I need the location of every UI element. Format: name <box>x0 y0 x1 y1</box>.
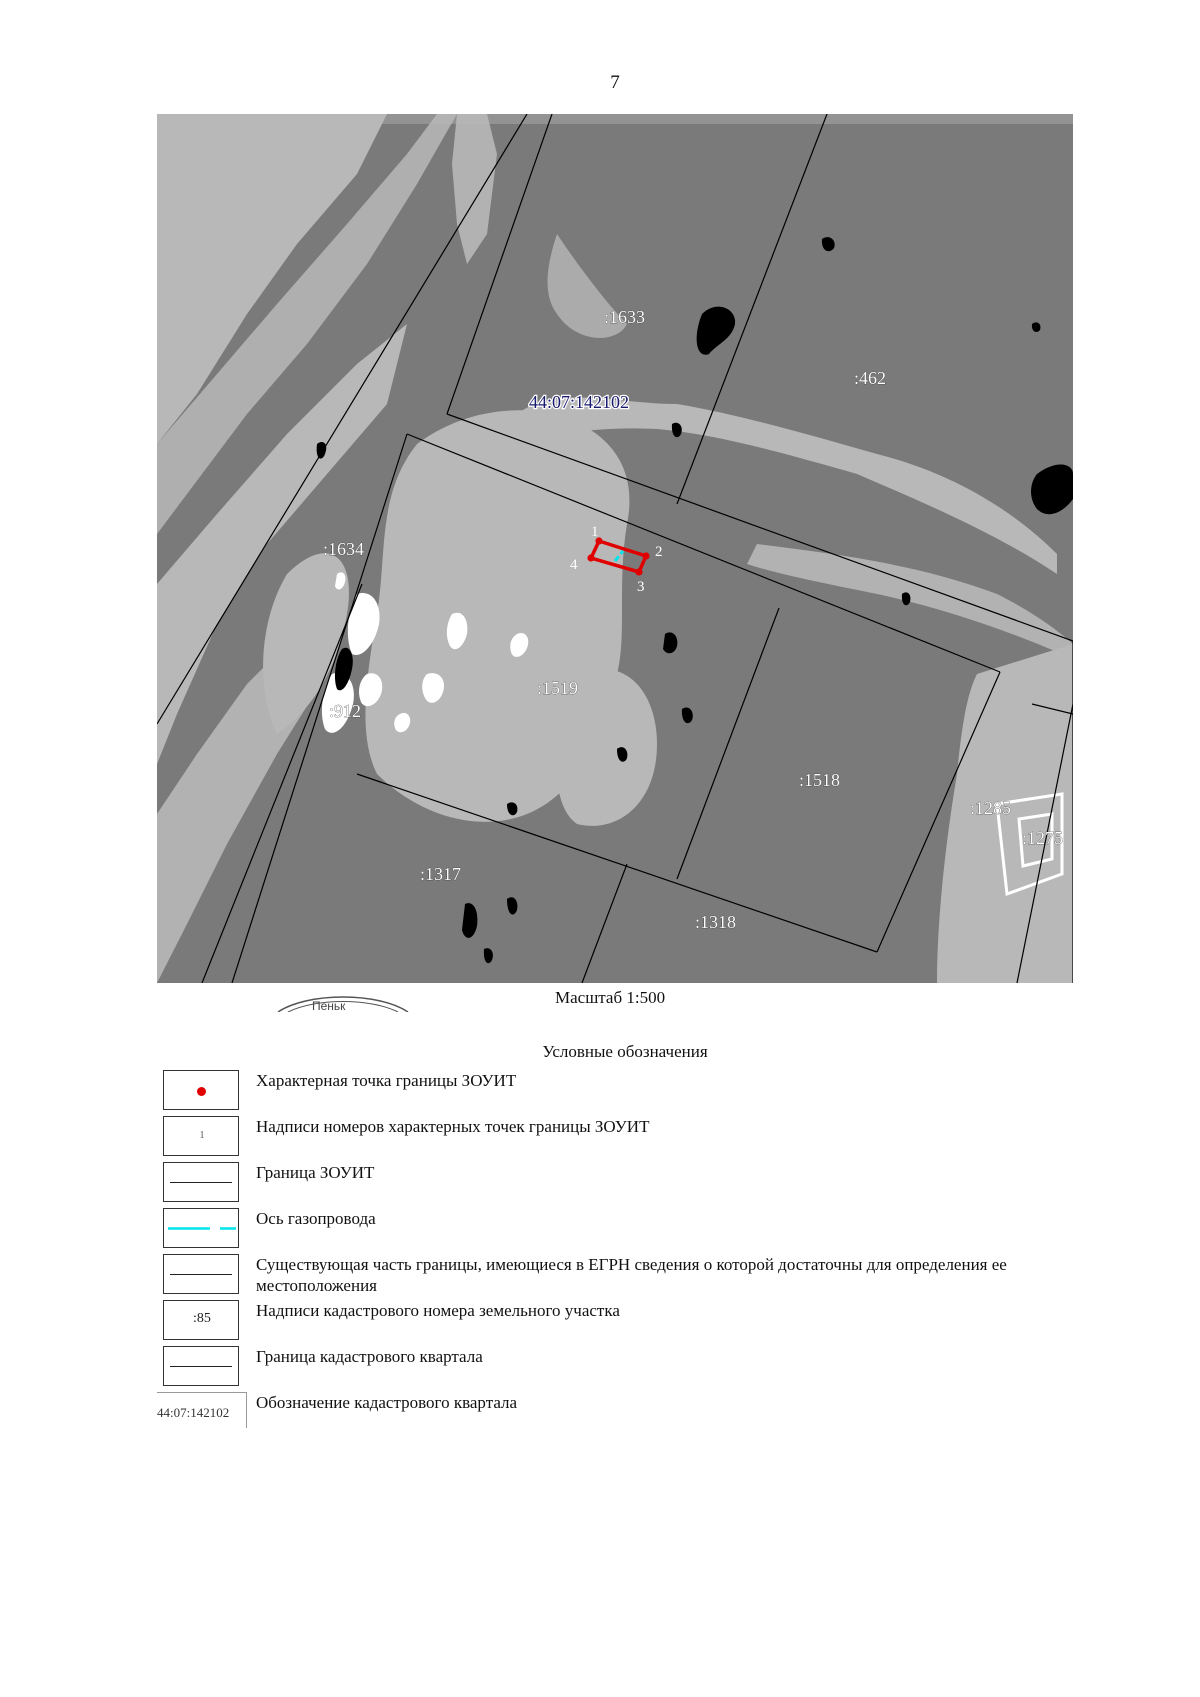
legend-symbol-box <box>163 1346 239 1386</box>
parcel-label-1633: :1633 <box>604 307 646 327</box>
legend-text: Существующая часть границы, имеющиеся в ЕГРН сведения о которой достаточны для определения ее местоположения <box>256 1255 1007 1295</box>
legend-item-gas-axis <box>163 1208 1083 1252</box>
line-sample-icon <box>170 1182 232 1183</box>
parcel-label-912: :912 <box>329 701 362 721</box>
legend-item-parcel-number <box>163 1300 1083 1344</box>
red-point-icon <box>197 1087 206 1096</box>
parcel-label-1275: :1275 <box>1022 828 1064 848</box>
stamp-fragment <box>268 988 418 1012</box>
legend-title: Условные обозначения <box>542 1042 708 1061</box>
legend-item-quarter-label <box>157 1392 1077 1436</box>
map-scale: Масштаб 1:500 <box>555 988 666 1007</box>
cadastral-map <box>157 114 1073 983</box>
legend-text: Граница ЗОУИТ <box>256 1163 375 1182</box>
legend-text: Граница кадастрового квартала <box>256 1347 483 1366</box>
legend-symbol-box <box>163 1162 239 1202</box>
legend-item-existing-boundary <box>163 1254 1083 1298</box>
legend-symbol-box <box>163 1254 239 1294</box>
point-label-1: 1 <box>591 524 599 540</box>
legend-item-quarter-boundary <box>163 1346 1083 1390</box>
legend-symbol-box <box>163 1116 239 1156</box>
parcel-label-1317: :1317 <box>420 864 462 884</box>
cyan-dash-icon <box>168 1227 236 1230</box>
parcel-label-1634: :1634 <box>323 539 365 559</box>
parcel-label-1519: :1519 <box>537 678 579 698</box>
legend-symbol-box <box>163 1300 239 1340</box>
quarter-number-sample: 44:07:142102 <box>157 1392 247 1428</box>
page-number: 7 <box>610 72 620 93</box>
legend-symbol-box <box>163 1070 239 1110</box>
point-label-3: 3 <box>637 579 645 595</box>
point-label-4: 4 <box>570 557 578 573</box>
legend-text: Надписи номеров характерных точек границы ЗОУИТ <box>256 1117 650 1136</box>
line-sample-icon <box>170 1274 232 1275</box>
parcel-label-462: :462 <box>854 368 887 388</box>
quarter-label: 44:07:142102 <box>529 392 630 412</box>
legend-text: Надписи кадастрового номера земельного участка <box>256 1301 620 1320</box>
legend-text: Ось газопровода <box>256 1209 376 1228</box>
line-sample-icon <box>170 1366 232 1367</box>
legend-symbol-box <box>163 1208 239 1248</box>
svg-text:Пеньк: Пеньк <box>312 999 346 1012</box>
legend-item-point-labels <box>163 1116 1083 1160</box>
legend-text: Характерная точка границы ЗОУИТ <box>256 1071 517 1090</box>
parcel-number-sample: :85 <box>193 1311 211 1326</box>
legend-text: Обозначение кадастрового квартала <box>256 1393 518 1412</box>
point-label-2: 2 <box>655 544 663 560</box>
legend-item-zouit-boundary <box>163 1162 1083 1206</box>
parcel-label-1285: :1285 <box>970 798 1012 818</box>
parcel-label-1318: :1318 <box>695 912 737 932</box>
parcel-label-1518: :1518 <box>799 770 841 790</box>
legend-item-zouit-point <box>163 1070 1083 1114</box>
point-number-sample: 1 <box>199 1130 205 1141</box>
